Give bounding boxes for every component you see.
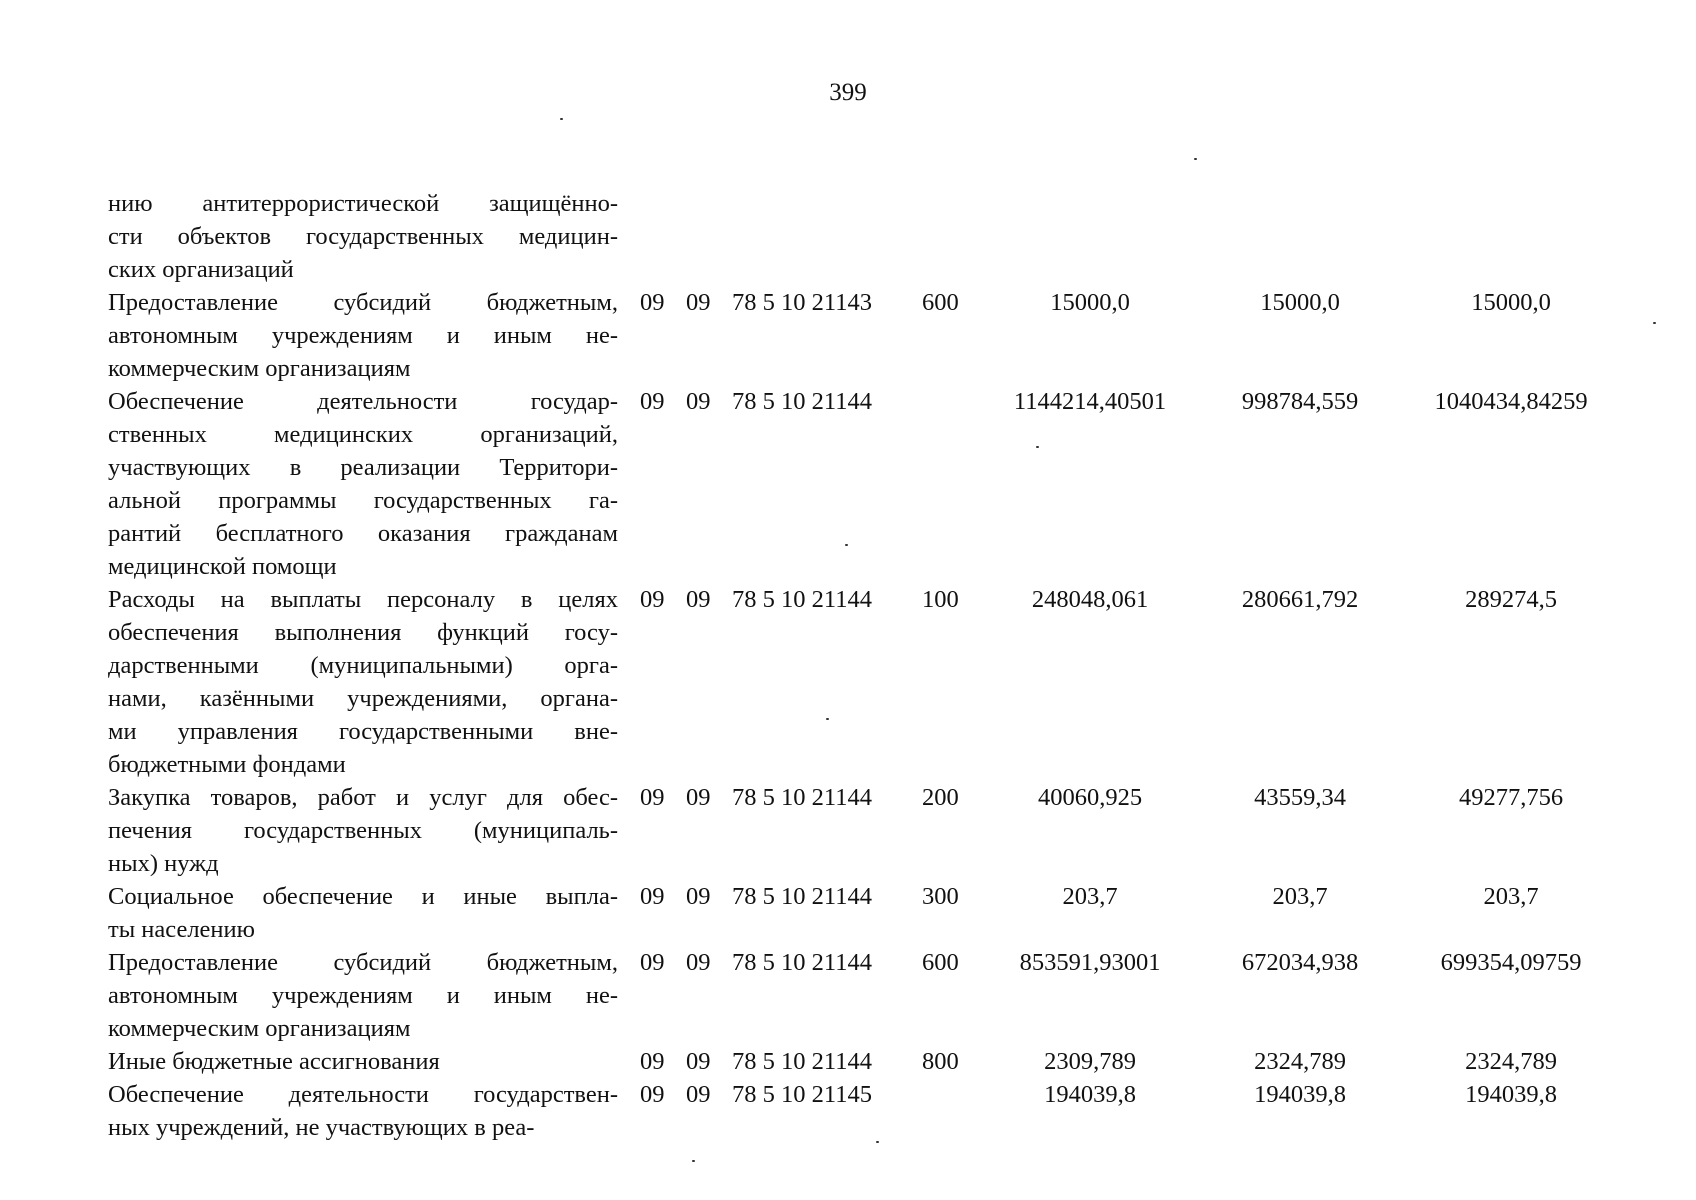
subsection-code: 09 — [686, 388, 711, 415]
amount-year-2: 203,7 — [1272, 883, 1328, 910]
amount-year-2: 15000,0 — [1260, 289, 1340, 316]
section-code: 09 — [640, 586, 665, 613]
budget-table — [108, 187, 1618, 1144]
description-line: нами, казёнными учреждениями, органа- — [108, 685, 618, 712]
target-article-code: 78 5 10 21144 — [732, 388, 872, 415]
description-line: Обеспечение деятельности государствен- — [108, 1081, 618, 1108]
scan-speck — [1036, 446, 1039, 448]
row-description — [108, 187, 618, 286]
table-row — [108, 286, 1618, 385]
target-article-code: 78 5 10 21145 — [732, 1081, 872, 1108]
amount-year-2: 672034,938 — [1241, 949, 1359, 976]
description-line: ных) нужд — [108, 850, 219, 877]
section-code: 09 — [640, 949, 665, 976]
description-line: бюджетными фондами — [108, 751, 346, 778]
expense-type-code: 100 — [922, 586, 959, 613]
description-line: ты населению — [108, 916, 255, 943]
scan-speck — [1653, 322, 1656, 324]
description-line: ных учреждений, не участвующих в реа- — [108, 1114, 535, 1141]
row-description — [108, 781, 618, 880]
scan-speck — [1194, 158, 1197, 160]
amount-year-1: 203,7 — [1062, 883, 1118, 910]
amount-year-2: 280661,792 — [1241, 586, 1359, 613]
row-description — [108, 583, 618, 781]
target-article-code: 78 5 10 21144 — [732, 1048, 872, 1075]
description-line: Предоставление субсидий бюджетным, — [108, 289, 618, 316]
row-description — [108, 880, 618, 946]
description-line: обеспечения выполнения функций госу- — [108, 619, 618, 646]
description-line: участвующих в реализации Территори- — [108, 454, 618, 481]
description-line: рантий бесплатного оказания гражданам — [108, 520, 618, 547]
amount-year-3: 194039,8 — [1465, 1081, 1557, 1108]
amount-year-1: 40060,925 — [1037, 784, 1143, 811]
description-line: Расходы на выплаты персоналу в целях — [108, 586, 618, 613]
section-code: 09 — [640, 388, 665, 415]
subsection-code: 09 — [686, 1048, 711, 1075]
expense-type-code: 300 — [922, 883, 959, 910]
amount-year-3: 289274,5 — [1465, 586, 1557, 613]
subsection-code: 09 — [686, 1081, 711, 1108]
description-line: ми управления государственными вне- — [108, 718, 618, 745]
row-description — [108, 946, 618, 1045]
scan-speck — [876, 1141, 879, 1143]
description-line: печения государственных (муниципаль- — [108, 817, 618, 844]
table-row — [108, 781, 1618, 880]
expense-type-code: 800 — [922, 1048, 959, 1075]
target-article-code: 78 5 10 21144 — [732, 949, 872, 976]
amount-year-1: 248048,061 — [1031, 586, 1149, 613]
budget-rows — [108, 187, 1618, 1144]
amount-year-1: 194039,8 — [1044, 1081, 1136, 1108]
table-row — [108, 583, 1618, 781]
description-line: коммерческим организациям — [108, 1015, 411, 1042]
description-line: автономным учреждениям и иным не- — [108, 322, 618, 349]
amount-year-2: 43559,34 — [1254, 784, 1346, 811]
description-line: нию антитеррористической защищённо- — [108, 190, 618, 217]
row-description — [108, 385, 618, 583]
scan-speck — [845, 544, 848, 546]
table-row — [108, 1045, 1618, 1078]
amount-year-3: 49277,756 — [1458, 784, 1564, 811]
amount-year-3: 203,7 — [1483, 883, 1539, 910]
description-line: дарственными (муниципальными) орга- — [108, 652, 618, 679]
scan-speck — [560, 118, 563, 120]
description-line: коммерческим организациям — [108, 355, 411, 382]
description-line: автономным учреждениям и иным не- — [108, 982, 618, 1009]
target-article-code: 78 5 10 21144 — [732, 784, 872, 811]
scan-speck — [692, 1160, 695, 1162]
expense-type-code: 200 — [922, 784, 959, 811]
amount-year-1: 1144214,40501 — [1013, 388, 1167, 415]
row-description — [108, 286, 618, 385]
subsection-code: 09 — [686, 883, 711, 910]
expense-type-code: 600 — [922, 289, 959, 316]
description-line: медицинской помощи — [108, 553, 337, 580]
section-code: 09 — [640, 784, 665, 811]
row-description — [108, 1045, 618, 1078]
section-code: 09 — [640, 289, 665, 316]
amount-year-1: 853591,93001 — [1019, 949, 1161, 976]
section-code: 09 — [640, 883, 665, 910]
row-description — [108, 1078, 618, 1144]
subsection-code: 09 — [686, 784, 711, 811]
description-line: сти объектов государственных медицин- — [108, 223, 618, 250]
description-line: Социальное обеспечение и иные выпла- — [108, 883, 618, 910]
table-row — [108, 880, 1618, 946]
page-number: 399 — [829, 79, 867, 106]
target-article-code: 78 5 10 21144 — [732, 586, 872, 613]
amount-year-2: 998784,559 — [1241, 388, 1359, 415]
amount-year-3: 15000,0 — [1471, 289, 1551, 316]
amount-year-2: 194039,8 — [1254, 1081, 1346, 1108]
description-line: Закупка товаров, работ и услуг для обес- — [108, 784, 618, 811]
subsection-code: 09 — [686, 949, 711, 976]
description-line: альной программы государственных га- — [108, 487, 618, 514]
amount-year-2: 2324,789 — [1254, 1048, 1346, 1075]
amount-year-3: 1040434,84259 — [1434, 388, 1588, 415]
section-code: 09 — [640, 1048, 665, 1075]
scan-speck — [826, 718, 829, 720]
table-row — [108, 1078, 1618, 1144]
expense-type-code: 600 — [922, 949, 959, 976]
description-line: ских организаций — [108, 256, 294, 283]
table-row — [108, 385, 1618, 583]
description-line: Предоставление субсидий бюджетным, — [108, 949, 618, 976]
description-line: ственных медицинских организаций, — [108, 421, 618, 448]
description-line: Иные бюджетные ассигнования — [108, 1048, 440, 1075]
section-code: 09 — [640, 1081, 665, 1108]
target-article-code: 78 5 10 21144 — [732, 883, 872, 910]
description-line: Обеспечение деятельности государ- — [108, 388, 618, 415]
subsection-code: 09 — [686, 586, 711, 613]
amount-year-1: 2309,789 — [1044, 1048, 1136, 1075]
table-row — [108, 187, 1618, 286]
subsection-code: 09 — [686, 289, 711, 316]
amount-year-3: 2324,789 — [1465, 1048, 1557, 1075]
amount-year-3: 699354,09759 — [1440, 949, 1582, 976]
table-row — [108, 946, 1618, 1045]
amount-year-1: 15000,0 — [1050, 289, 1130, 316]
target-article-code: 78 5 10 21143 — [732, 289, 872, 316]
